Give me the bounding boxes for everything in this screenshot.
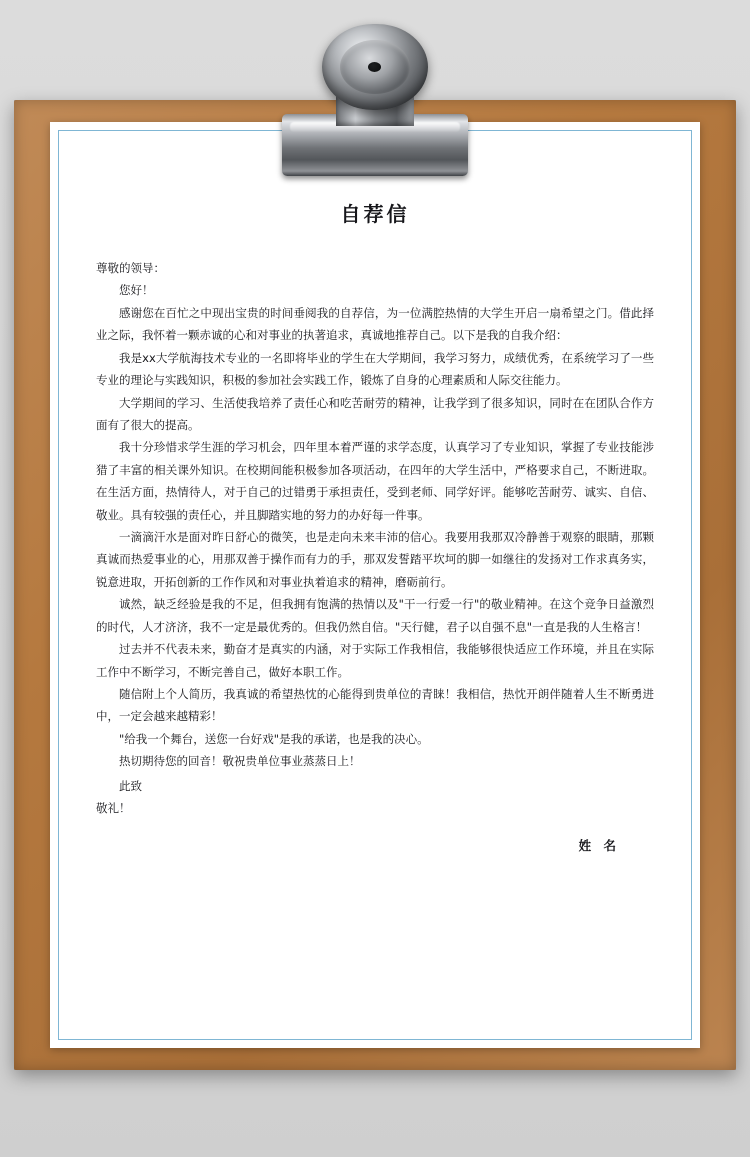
paragraph: 感谢您在百忙之中现出宝贵的时间垂阅我的自荐信，为一位满腔热情的大学生开启一扇希望之门。借此择业之际，我怀着一颗赤诚的心和对事业的执著追求，真诚地推荐自己。以下是我的自我介绍： bbox=[96, 305, 654, 343]
document-body bbox=[96, 184, 654, 1008]
greeting: 您好！ bbox=[119, 283, 154, 298]
clip-shadow bbox=[277, 152, 473, 168]
paper-sheet bbox=[50, 122, 700, 1048]
paragraph: 随信附上个人简历，我真诚的希望热忱的心能得到贵单位的青睐！我相信，热忱开朗伴随着人生不断勇进中，一定会越来越精彩！ bbox=[96, 687, 654, 724]
closing-indented: 此致 bbox=[119, 778, 142, 793]
paragraph: 诚然，缺乏经验是我的不足，但我拥有饱满的热情以及"干一行爱一行"的敬业精神。在这个竞争日益激烈的时代，人才济济，我不一定是最优秀的。但我仍然自信。"天行健，君子以自强不息"一直是我的人生格言！ bbox=[96, 597, 654, 634]
signature-line: 姓 名 bbox=[578, 837, 620, 853]
page-title: 自荐信 bbox=[340, 202, 410, 226]
paragraph: 过去并不代表未来，勤奋才是真实的内涵，对于实际工作我相信，我能够很快适应工作环境，并且在实际工作中不断学习，不断完善自己，做好本职工作。 bbox=[96, 642, 654, 679]
paragraph: 我是xx大学航海技术专业的一名即将毕业的学生在大学期间，我学习努力，成绩优秀，在系统学习了一些专业的理论与实践知识，积极的参加社会实践工作，锻炼了自身的心理素质和人际交往能力。 bbox=[96, 350, 654, 388]
clip-disc-inner bbox=[340, 40, 410, 94]
paragraph: 我十分珍惜求学生涯的学习机会，四年里本着严谨的求学态度，认真学习了专业知识，掌握了专业技能涉猎了丰富的相关课外知识。在校期间能积极参加各项活动，在四年的大学生活中，严格要求自己，不断进取。在生活方面，热情待人，对于自己的过错勇于承担责任，受到老师、同学好评。能够吃苦耐劳、诚实、自信、敬业。具有较强的责任心，并且脚踏实地的努力的办好每一件事。 bbox=[96, 440, 654, 522]
paragraph: 热切期待您的回音！敬祝贵单位事业蒸蒸日上！ bbox=[119, 754, 361, 769]
clip-disc-pivot bbox=[368, 62, 381, 72]
closing-block bbox=[96, 775, 654, 820]
paragraph: 大学期间的学习、生活使我培养了责任心和吃苦耐劳的精神，让我学到了很多知识，同时在在团队合作方面有了很大的提高。 bbox=[96, 395, 654, 432]
paragraph: 一滴滴汗水是面对昨日舒心的微笑，也是走向未来丰沛的信心。我要用我那双冷静善于观察的眼睛，那颗真诚而热爱事业的心，用那双善于操作而有力的手，那双发誓踏平坎坷的脚一如继往的发扬对工作求真务实，锐意进取，开拓创新的工作作风和对事业执着追求的精神，磨砺前行。 bbox=[96, 530, 654, 589]
closing-plain: 敬礼！ bbox=[96, 801, 131, 816]
clip-disc bbox=[322, 24, 428, 110]
clipboard-board bbox=[14, 100, 736, 1070]
salutation: 尊敬的领导： bbox=[96, 261, 165, 275]
paragraph: "给我一个舞台，送您一台好戏"是我的承诺，也是我的决心。 bbox=[119, 731, 429, 746]
